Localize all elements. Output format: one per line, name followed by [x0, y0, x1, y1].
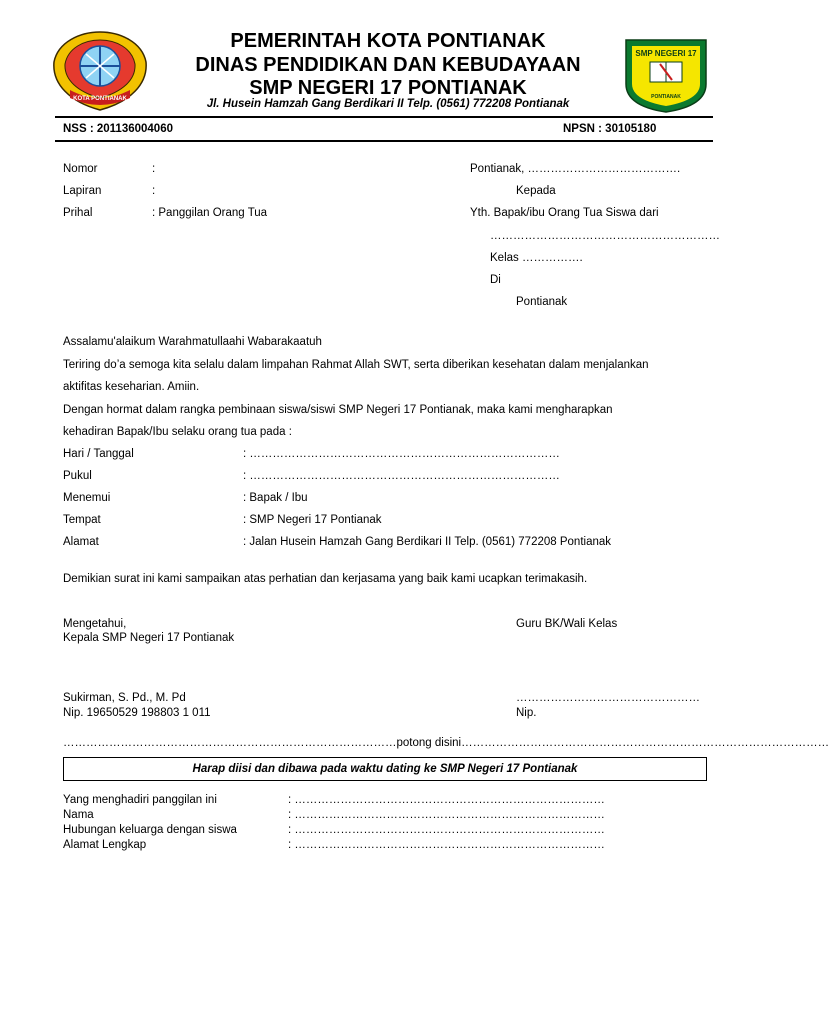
logo-right-text: SMP NEGERI 17	[635, 49, 697, 58]
detail-value: : SMP Negeri 17 Pontianak	[243, 514, 382, 526]
npsn-number: NPSN : 30105180	[563, 123, 657, 135]
slip-field-value: : ………………………………………………………………………	[288, 839, 605, 851]
para2-line1: Dengan hormat dalam rangka pembinaan siswa/siswi SMP Negeri 17 Pontianak, maka kami mengharapkan	[63, 404, 613, 416]
sig-right-nip: Nip.	[516, 707, 537, 719]
header-line-1: PEMERINTAH KOTA PONTIANAK	[230, 30, 546, 52]
lapiran-value: :	[152, 185, 156, 197]
slip-field-label: Yang menghadiri panggilan ini	[63, 794, 217, 806]
closing-text: Demikian surat ini kami sampaikan atas perhatian dan kerjasama yang baik kami ucapkan terimakasih.	[63, 573, 588, 585]
recipient-city: Pontianak	[516, 296, 568, 308]
slip-field-value: : ………………………………………………………………………	[288, 794, 605, 806]
slip-field-label: Alamat Lengkap	[63, 839, 147, 851]
detail-label: Menemui	[63, 492, 111, 504]
sig-right-title: Guru BK/Wali Kelas	[516, 618, 618, 630]
detail-label: Pukul	[63, 470, 92, 482]
logo-left-text: KOTA PONTIANAK	[73, 96, 127, 102]
sig-left-line2: Kepala SMP Negeri 17 Pontianak	[63, 632, 235, 644]
kelas-text: Kelas …………….	[490, 252, 583, 264]
para1-line1: Teriring do’a semoga kita selalu dalam limpahan Rahmat Allah SWT, serta diberikan kesehatan dalam menjalankan	[63, 359, 649, 371]
nomor-value: :	[152, 163, 156, 175]
sig-left-line1: Mengetahui,	[63, 618, 127, 630]
kepada-text: Kepada	[516, 185, 556, 197]
kota-pontianak-logo-icon	[50, 28, 150, 113]
yth-text: Yth. Bapak/ibu Orang Tua Siswa dari	[470, 207, 659, 219]
greeting: Assalamu'alaikum Warahmatullaahi Wabarakaatuh	[63, 336, 322, 348]
detail-label: Hari / Tanggal	[63, 448, 134, 460]
detail-value: : ………………………………………………………………………	[243, 470, 560, 482]
sig-left-nip: Nip. 19650529 198803 1 011	[63, 707, 211, 719]
smp-negeri-17-logo-icon	[620, 34, 712, 114]
place-date: Pontianak, ………………………………….	[470, 163, 681, 175]
slip-field-value: : ………………………………………………………………………	[288, 824, 605, 836]
header-line-3: SMP NEGERI 17 PONTIANAK	[249, 77, 527, 99]
header-line-2: DINAS PENDIDIKAN DAN KEBUDAYAAN	[195, 54, 581, 76]
prihal-label: Prihal	[63, 207, 93, 219]
cut-line: ……………………………………………………………………………potong disini……………………………………………………………………………………	[63, 737, 829, 749]
slip-field-label: Hubungan keluarga dengan siswa	[63, 824, 237, 836]
prihal-value: : Panggilan Orang Tua	[152, 207, 268, 219]
para2-line2: kehadiran Bapak/Ibu selaku orang tua pada :	[63, 426, 292, 438]
nss-number: NSS : 201136004060	[63, 123, 173, 135]
di-text: Di	[490, 274, 501, 286]
detail-value: : ………………………………………………………………………	[243, 448, 560, 460]
sig-right-dots: …………………………………………	[516, 692, 700, 704]
slip-field-value: : ………………………………………………………………………	[288, 809, 605, 821]
detail-value: : Bapak / Ibu	[243, 492, 308, 504]
sig-left-name: Sukirman, S. Pd., M. Pd	[63, 692, 186, 704]
header-rule-bottom	[55, 140, 713, 142]
nomor-label: Nomor	[63, 163, 98, 175]
header-rule-top	[55, 116, 713, 118]
detail-value: : Jalan Husein Hamzah Gang Berdikari II Telp. (0561) 772208 Pontianak	[243, 536, 612, 548]
detail-label: Tempat	[63, 514, 101, 526]
slip-field-label: Nama	[63, 809, 94, 821]
logo-right-bottom: PONTIANAK	[651, 94, 681, 100]
recipient-dots: ……………………………………………………	[490, 230, 720, 242]
header-address: Jl. Husein Hamzah Gang Berdikari II Telp. (0561) 772208 Pontianak	[206, 98, 570, 110]
detail-label: Alamat	[63, 536, 99, 548]
slip-instruction: Harap diisi dan dibawa pada waktu dating ke SMP Negeri 17 Pontianak	[63, 757, 707, 781]
lapiran-label: Lapiran	[63, 185, 102, 197]
para1-line2: aktifitas keseharian. Amiin.	[63, 381, 200, 393]
